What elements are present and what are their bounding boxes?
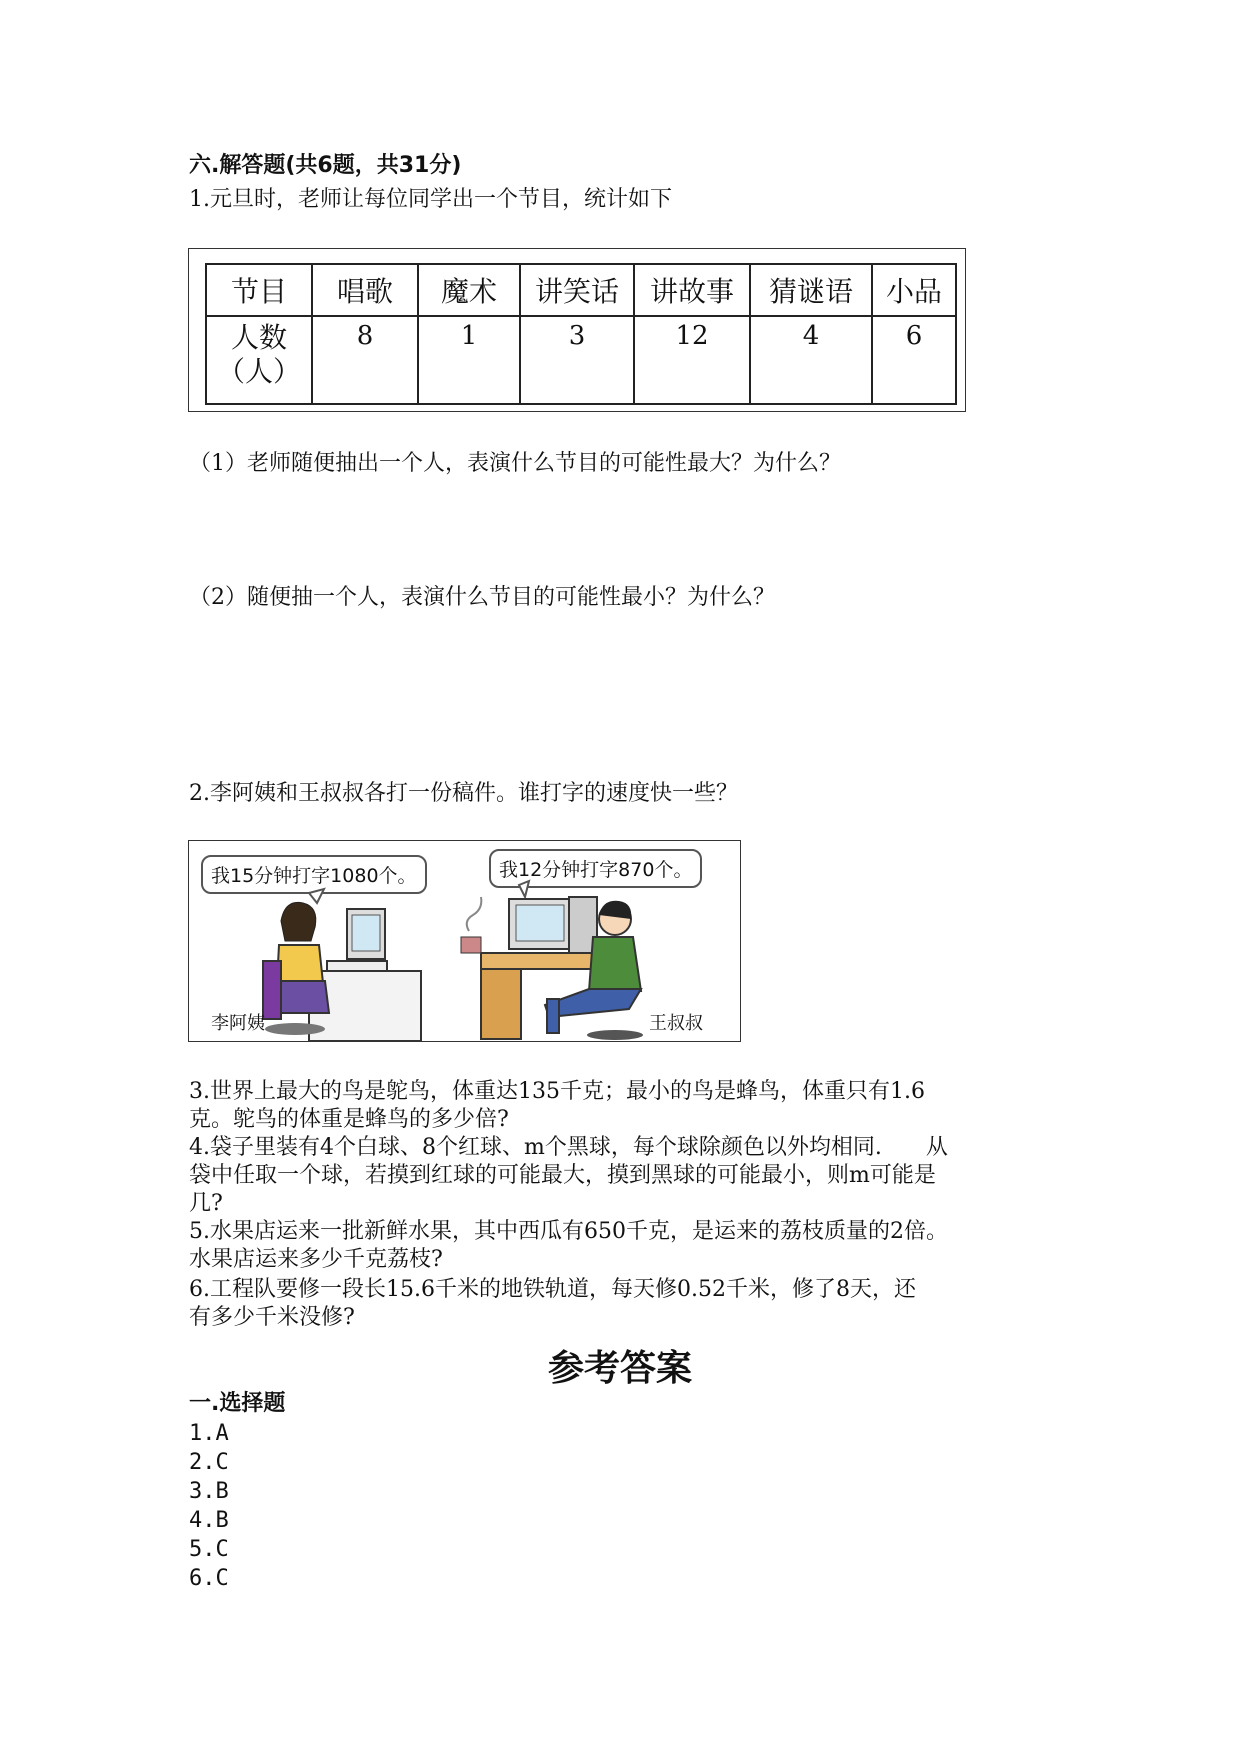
table-header-cell: 猜谜语	[750, 264, 872, 316]
question-4-line-1: 4.袋子里装有4个白球、8个红球、m个黑球，每个球除颜色以外均相同. 从	[189, 1135, 948, 1160]
section-heading: 六.解答题(共6题，共31分)	[189, 153, 462, 178]
typing-illustration	[188, 840, 741, 1042]
speech-bubble-left: 我15分钟打字1080个。	[201, 855, 427, 894]
table-value-cell: 1	[418, 316, 520, 404]
name-label-left: 李阿姨	[211, 1013, 265, 1034]
table-header-cell: 讲故事	[634, 264, 750, 316]
question-6-line-1: 6.工程队要修一段长15.6千米的地铁轨道，每天修0.52千米，修了8天，还	[189, 1277, 916, 1302]
table-header-cell: 节目	[206, 264, 312, 316]
table-value-cell: 3	[520, 316, 634, 404]
answer-item: 2.C	[189, 1450, 229, 1475]
question-1-text: 1.元旦时，老师让每位同学出一个节目，统计如下	[189, 187, 672, 212]
speech-bubble-right: 我12分钟打字870个。	[489, 849, 702, 888]
question-3-line-1: 3.世界上最大的鸟是鸵鸟，体重达135千克；最小的鸟是蜂鸟，体重只有1.6	[189, 1079, 925, 1104]
row-label-line1: 人数	[230, 321, 287, 354]
answer-item: 5.C	[189, 1537, 229, 1562]
answers-title: 参考答案	[547, 1348, 692, 1389]
row-label-line2: （人）	[216, 355, 301, 388]
table-header-cell: 讲笑话	[520, 264, 634, 316]
table-value-cell: 12	[634, 316, 750, 404]
name-label-right: 王叔叔	[649, 1013, 703, 1034]
table-header-cell: 小品	[872, 264, 956, 316]
row-label-cell	[206, 316, 312, 404]
table-value-cell: 4	[750, 316, 872, 404]
program-stats-table	[205, 263, 957, 405]
answer-item: 1.A	[189, 1421, 229, 1446]
question-2-text: 2.李阿姨和王叔叔各打一份稿件。谁打字的速度快一些？	[189, 781, 738, 806]
table-row	[206, 316, 956, 404]
answers-section-heading: 一.选择题	[189, 1391, 286, 1416]
question-4-line-2: 袋中任取一个球，若摸到红球的可能最大，摸到黑球的可能最小，则m可能是	[189, 1163, 936, 1188]
table-header-cell: 唱歌	[312, 264, 418, 316]
question-5-line-2: 水果店运来多少千克荔枝?	[189, 1247, 443, 1272]
question-1-sub-2: （2）随便抽一个人，表演什么节目的可能性最小？为什么？	[189, 585, 775, 610]
table-header-cell: 魔术	[418, 264, 520, 316]
answer-item: 6.C	[189, 1566, 229, 1591]
question-6-line-2: 有多少千米没修?	[189, 1305, 355, 1330]
table-value-cell: 6	[872, 316, 956, 404]
question-3-line-2: 克。鸵鸟的体重是蜂鸟的多少倍?	[189, 1107, 509, 1132]
program-stats-table-frame	[188, 248, 966, 412]
question-4-line-3: 几?	[189, 1191, 223, 1216]
question-5-line-1: 5.水果店运来一批新鲜水果，其中西瓜有650千克，是运来的荔枝质量的2倍。	[189, 1219, 948, 1244]
question-1-sub-1: （1）老师随便抽出一个人，表演什么节目的可能性最大？为什么？	[189, 451, 841, 476]
answer-item: 3.B	[189, 1479, 229, 1504]
answer-item: 4.B	[189, 1508, 229, 1533]
table-value-cell: 8	[312, 316, 418, 404]
table-header-row	[206, 264, 956, 316]
